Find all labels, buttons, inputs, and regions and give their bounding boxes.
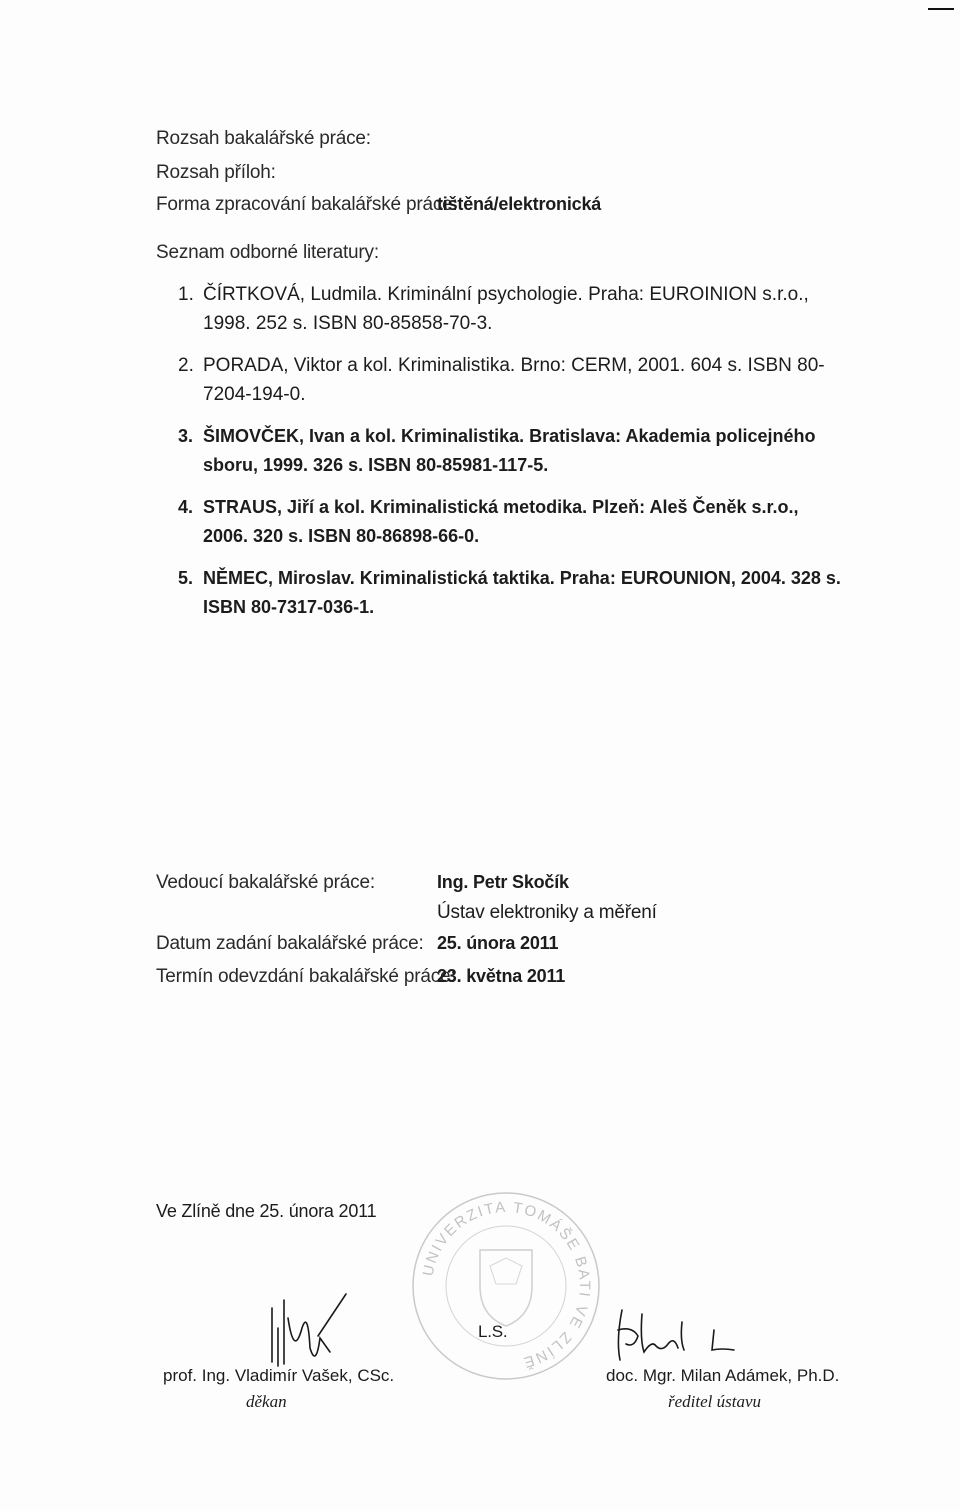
dean-role: děkan bbox=[246, 1392, 287, 1411]
deadline-value: 23. května 2011 bbox=[437, 966, 566, 986]
stamp-ls: L.S. bbox=[478, 1322, 508, 1341]
literature-item bbox=[178, 280, 858, 338]
literature-item-number: 5. bbox=[178, 568, 194, 588]
place-date: Ve Zlíně dne 25. února 2011 bbox=[156, 1201, 377, 1221]
director-name: doc. Mgr. Milan Adámek, Ph.D. bbox=[606, 1366, 840, 1385]
literature-list bbox=[178, 280, 858, 635]
literature-title: Seznam odborné literatury: bbox=[156, 242, 379, 263]
literature-item-text: NĚMEC, Miroslav. Kriminalistická taktika. Praha: EUROUNION, 2004. 328 s. ISBN 80-7317-036-1. bbox=[203, 568, 841, 617]
dean-name: prof. Ing. Vladimír Vašek, CSc. bbox=[163, 1366, 395, 1385]
literature-item bbox=[178, 351, 858, 409]
supervisor-label: Vedoucí bakalářské práce: bbox=[156, 872, 375, 893]
literature-item-text: PORADA, Viktor a kol. Kriminalistika. Brno: CERM, 2001. 604 s. ISBN 80-7204-194-0. bbox=[203, 355, 825, 405]
literature-item bbox=[178, 422, 858, 480]
literature-item bbox=[178, 564, 858, 622]
official-stamp bbox=[408, 1188, 604, 1384]
literature-item bbox=[178, 493, 858, 551]
assigned-date-value: 25. února 2011 bbox=[437, 933, 559, 953]
corner-mark bbox=[928, 8, 954, 10]
literature-item-text: ČÍRTKOVÁ, Ludmila. Kriminální psychologie. Praha: EUROINION s.r.o., 1998. 252 s. ISBN 80-85858-70-3. bbox=[203, 284, 809, 334]
deadline-label: Termín odevzdání bakalářské práce: bbox=[156, 966, 456, 987]
assigned-date-label: Datum zadání bakalářské práce: bbox=[156, 933, 424, 954]
supervisor-department: Ústav elektroniky a měření bbox=[437, 902, 657, 923]
svg-text:UNIVERZITA TOMÁŠE BATI VE ZLÍN: UNIVERZITA TOMÁŠE BATI VE ZLÍNĚ bbox=[419, 1198, 594, 1372]
literature-item-number: 3. bbox=[178, 426, 194, 446]
scope-label: Rozsah bakalářské práce: bbox=[156, 128, 371, 149]
supervisor-name: Ing. Petr Skočík bbox=[437, 872, 569, 892]
director-signature bbox=[612, 1300, 742, 1364]
dean-signature bbox=[258, 1288, 348, 1370]
literature-item-number: 2. bbox=[178, 355, 194, 376]
form-value: tištěná/elektronická bbox=[437, 194, 602, 214]
literature-item-text: ŠIMOVČEK, Ivan a kol. Kriminalistika. Bratislava: Akademia policejného sboru, 1999. 326 s. ISBN 80-85981-117-5. bbox=[203, 426, 816, 475]
form-label: Forma zpracování bakalářské práce: bbox=[156, 194, 458, 215]
appendix-label: Rozsah příloh: bbox=[156, 162, 276, 183]
director-role: ředitel ústavu bbox=[668, 1392, 762, 1411]
literature-item-number: 1. bbox=[178, 284, 194, 305]
literature-item-number: 4. bbox=[178, 497, 194, 517]
literature-item-text: STRAUS, Jiří a kol. Kriminalistická metodika. Plzeň: Aleš Čeněk s.r.o., 2006. 320 s. ISBN 80-86898-66-0. bbox=[203, 497, 799, 546]
